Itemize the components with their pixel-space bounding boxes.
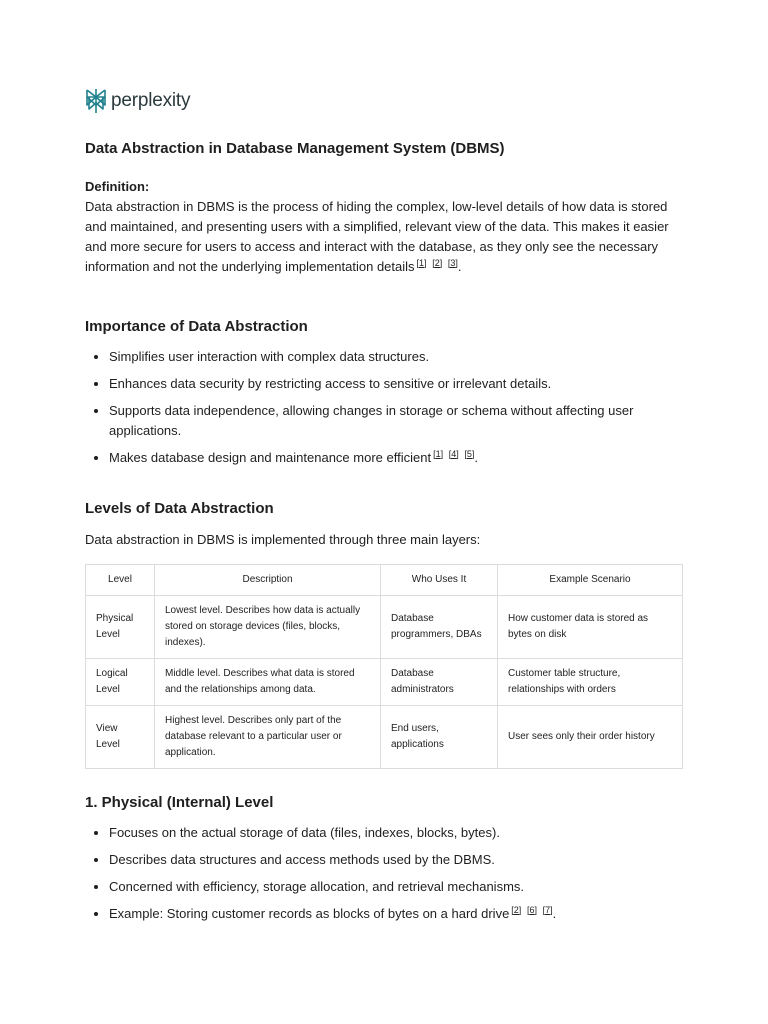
list-item: • Focuses on the actual storage of data (files, indexes, blocks, bytes). (109, 823, 685, 843)
table-cell: Database administrators (381, 659, 498, 706)
table-cell: Lowest level. Describes how data is actually stored on storage devices (files, blocks, indexes). (155, 596, 381, 659)
table-cell: View Level (86, 706, 155, 769)
table-cell: Middle level. Describes what data is stored and the relationships among data. (155, 659, 381, 706)
citation-link[interactable]: [3] (447, 257, 458, 268)
main-content (85, 139, 685, 931)
table-header-cell: Example Scenario (498, 565, 683, 596)
importance-heading: Importance of Data Abstraction (85, 318, 308, 335)
table-cell: Customer table structure, relationships with orders (498, 659, 683, 706)
list-item: • Example: Storing customer records as blocks of bytes on a hard drive [2] [6] [7]. (109, 904, 685, 924)
citation-link[interactable]: [5] (464, 448, 475, 459)
citation-link[interactable]: [1] (416, 257, 427, 268)
table-row (86, 706, 683, 769)
list-item: • Makes database design and maintenance more efficient [1] [4] [5]. (109, 448, 685, 468)
table-cell: Physical Level (86, 596, 155, 659)
importance-list (85, 347, 685, 468)
list-item: • Simplifies user interaction with complex data structures. (109, 347, 685, 367)
table-row (86, 596, 683, 659)
definition-label: Definition: (85, 179, 150, 194)
list-item: • Concerned with efficiency, storage allocation, and retrieval mechanisms. (109, 877, 685, 897)
physical-level-heading: 1. Physical (Internal) Level (85, 794, 274, 811)
table-header-cell: Description (155, 565, 381, 596)
table-cell: End users, applications (381, 706, 498, 769)
levels-table (85, 564, 683, 769)
table-cell: Highest level. Describes only part of the database relevant to a particular user or application. (155, 706, 381, 769)
table-cell: How customer data is stored as bytes on disk (498, 596, 683, 659)
table-header-row (86, 565, 683, 596)
perplexity-logo[interactable] (85, 88, 190, 114)
list-item: • Describes data structures and access methods used by the DBMS. (109, 850, 685, 870)
list-item-text: Makes database design and maintenance more efficient (109, 450, 432, 465)
levels-heading: Levels of Data Abstraction (85, 500, 274, 517)
table-header-cell: Who Uses It (381, 565, 498, 596)
citation-link[interactable]: [7] (542, 904, 553, 915)
levels-intro: Data abstraction in DBMS is implemented through three main layers: (85, 532, 481, 547)
perplexity-logo-icon (85, 88, 107, 114)
citation-link[interactable]: [6] (526, 904, 537, 915)
list-item: • Supports data independence, allowing changes in storage or schema without affecting user applications. (109, 401, 685, 441)
definition-paragraph: Data abstraction in DBMS is the process of hiding the complex, low-level details of how data is stored and maintained, and presenting users with a simplified, relevant view of the data. This makes it easier and more secure for users to access and interact with the database, as they only see the necessary information and not the underlying implementation details [1] [2] [3]. (85, 199, 669, 274)
table-header-cell: Level (86, 565, 155, 596)
table-row (86, 659, 683, 706)
citation-link[interactable]: [2] (511, 904, 522, 915)
physical-level-list (85, 823, 685, 924)
table-cell: Logical Level (86, 659, 155, 706)
definition-section (85, 177, 685, 277)
list-item: • Enhances data security by restricting access to sensitive or irrelevant details. (109, 374, 685, 394)
table-cell: User sees only their order history (498, 706, 683, 769)
list-item-text: Example: Storing customer records as blocks of bytes on a hard drive (109, 906, 510, 921)
citation-link[interactable]: [4] (448, 448, 459, 459)
citation-link[interactable]: [2] (432, 257, 443, 268)
page-title: Data Abstraction in Database Management System (DBMS) (85, 140, 505, 157)
table-cell: Database programmers, DBAs (381, 596, 498, 659)
perplexity-wordmark: perplexity (111, 90, 191, 111)
citation-link[interactable]: [1] (433, 448, 444, 459)
definition-text: Data abstraction in DBMS is the process of hiding the complex, low-level details of how data is stored and maintained, and presenting users with a simplified, relevant view of the data. This makes it easier and more secure for users to access and interact with the database, as they only see the necessary information and not the underlying implementation details (85, 199, 669, 274)
